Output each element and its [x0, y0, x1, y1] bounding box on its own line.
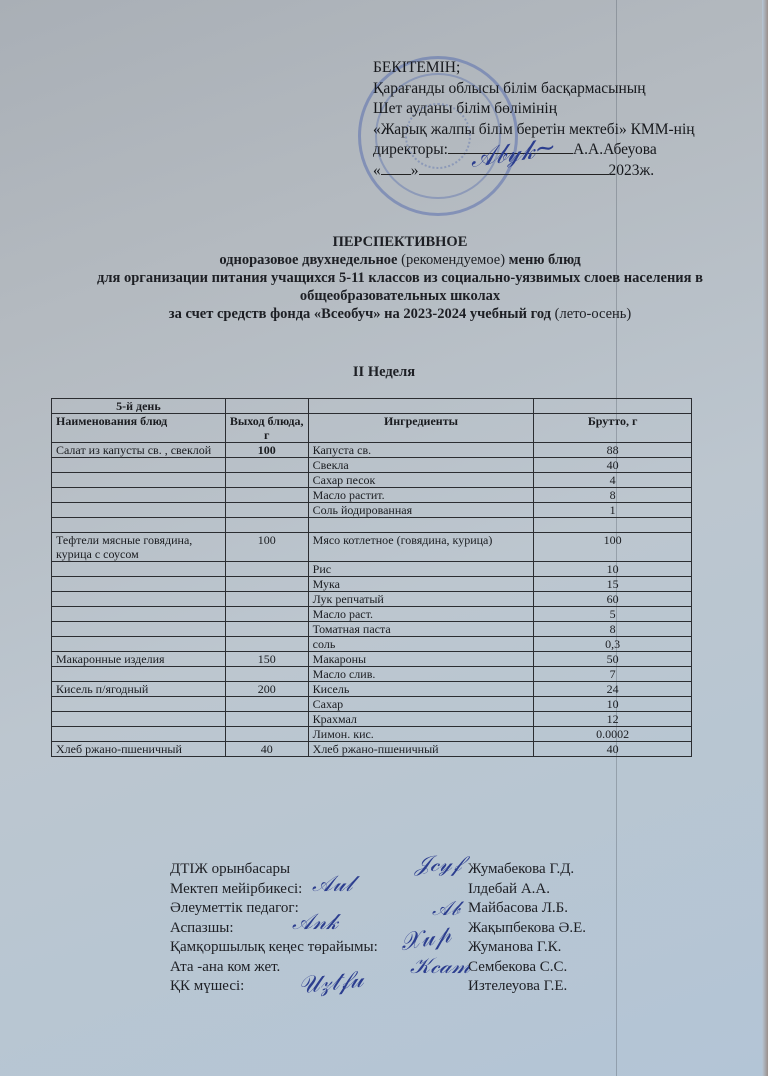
table-row — [52, 742, 692, 757]
approval-heading: БЕКІТЕМІН; — [373, 59, 461, 76]
page-edge — [762, 0, 768, 1076]
signer-name: Жуманова Г.К. — [468, 939, 562, 955]
yield-cell: 200 — [225, 682, 308, 697]
gross-weight-cell: 8 — [534, 488, 692, 503]
yield-cell — [225, 667, 308, 682]
title-line-2-normal: (рекомендуемое) — [401, 252, 506, 268]
ingredient-cell: Масло слив. — [308, 667, 534, 682]
gross-weight-cell: 7 — [534, 667, 692, 682]
dish-name-cell — [52, 592, 226, 607]
ingredient-cell: Томатная паста — [308, 622, 534, 637]
dish-name-cell — [52, 488, 226, 503]
yield-cell: 40 — [225, 742, 308, 757]
dish-name-cell — [52, 458, 226, 473]
yield-cell — [225, 607, 308, 622]
yield-cell — [225, 518, 308, 533]
table-row — [52, 562, 692, 577]
header-dish: Наименования блюд — [52, 414, 226, 443]
gross-weight-cell — [534, 518, 692, 533]
table-row — [52, 682, 692, 697]
yield-cell — [225, 562, 308, 577]
gross-weight-cell: 15 — [534, 577, 692, 592]
ingredient-cell: Мука — [308, 577, 534, 592]
title-line-5 — [60, 305, 740, 323]
gross-weight-cell: 1 — [534, 503, 692, 518]
title-line-2 — [60, 251, 740, 269]
gross-weight-cell: 10 — [534, 697, 692, 712]
signer-name: Жақыпбекова Ә.Е. — [468, 919, 587, 936]
dish-name-cell — [52, 562, 226, 577]
approval-line: Шет ауданы білім бөлімінің — [373, 100, 557, 117]
yield-cell — [225, 577, 308, 592]
signer-role: Әлеуметтік педагог: — [170, 900, 299, 916]
ingredient-cell: Лимон. кис. — [308, 727, 534, 742]
title-line-2-b: меню блюд — [505, 252, 581, 268]
dish-name-cell — [52, 503, 226, 518]
document-title — [60, 233, 740, 323]
signer-role: Ата -ана ком жет. — [170, 958, 281, 975]
signer-name: Изтелеуова Г.Е. — [468, 978, 568, 994]
ingredient-cell: Сахар песок — [308, 473, 534, 488]
dish-name-cell — [52, 637, 226, 652]
gross-weight-cell: 8 — [534, 622, 692, 637]
title-line-5-normal: (лето-осень) — [554, 306, 632, 322]
dish-name-cell: Тефтели мясные говядина, курица с соусом — [52, 533, 226, 562]
gross-weight-cell: 24 — [534, 682, 692, 697]
date-suffix: 2023ж. — [608, 161, 655, 179]
dish-name-cell — [52, 712, 226, 727]
yield-cell — [225, 473, 308, 488]
table-row — [52, 697, 692, 712]
dish-name-cell — [52, 473, 226, 488]
empty-cell — [308, 399, 534, 414]
signer-name: Сембекова С.С. — [468, 958, 568, 975]
title-line-5-bold: за счет средств фонда «Всеобуч» на 2023-2024 учебный год — [168, 306, 555, 322]
dish-name-cell: Салат из капусты св. , свеклой — [52, 443, 226, 458]
table-row — [52, 458, 692, 473]
dish-name-cell: Макаронные изделия — [52, 652, 226, 667]
signer-role: Қамқоршылық кеңес төрайымы: — [170, 939, 378, 955]
gross-weight-cell: 40 — [534, 742, 692, 757]
day-header-row — [52, 399, 692, 414]
table-row — [52, 607, 692, 622]
ingredient-cell — [308, 518, 534, 533]
gross-weight-cell: 100 — [534, 533, 692, 562]
gross-weight-cell: 5 — [534, 607, 692, 622]
signature-icon: 𝒜𝒷 — [432, 896, 460, 920]
dish-name-cell — [52, 607, 226, 622]
dish-name-cell — [52, 667, 226, 682]
signer-name: Ілдебай А.А. — [468, 880, 551, 897]
ingredient-cell: Мясо котлетное (говядина, курица) — [308, 533, 534, 562]
table-row — [52, 592, 692, 607]
ingredient-cell: Капуста св. — [308, 443, 534, 458]
yield-cell — [225, 697, 308, 712]
date-prefix: « — [373, 161, 381, 179]
date-mid: » — [410, 161, 419, 179]
empty-cell — [225, 399, 308, 414]
table-row — [52, 488, 692, 503]
approval-line: Қарағанды облысы білім басқармасының — [373, 79, 646, 97]
yield-cell — [225, 458, 308, 473]
ingredient-cell: Масло растит. — [308, 488, 534, 503]
ingredient-cell: Кисель — [308, 682, 534, 697]
yield-cell: 100 — [225, 443, 308, 458]
ingredient-cell: Масло раст. — [308, 607, 534, 622]
empty-cell — [534, 399, 692, 414]
signer-name: Майбасова Л.Б. — [468, 900, 569, 916]
table-row — [52, 518, 692, 533]
title-line-4: общеобразовательных школах — [299, 288, 501, 304]
gross-weight-cell: 10 — [534, 562, 692, 577]
table-row — [52, 667, 692, 682]
signature-icon: 𝒰𝓏𝓉𝒻𝓊 — [296, 964, 365, 1000]
header-gross: Брутто, г — [534, 414, 692, 443]
dish-name-cell — [52, 622, 226, 637]
signer-role: ҚК мүшесі: — [170, 978, 245, 994]
date-month-underline — [419, 174, 609, 175]
table-row — [52, 577, 692, 592]
ingredient-cell: Сахар — [308, 697, 534, 712]
yield-cell — [225, 622, 308, 637]
date-day-underline — [381, 174, 411, 175]
yield-cell — [225, 503, 308, 518]
signature-icon: 𝒜𝓊𝓁 — [312, 872, 353, 897]
day-label: 5-й день — [52, 399, 226, 414]
table-row — [52, 503, 692, 518]
signature-icon: 𝒜𝓃𝓀 — [292, 910, 339, 935]
ingredient-cell: Крахмал — [308, 712, 534, 727]
yield-cell — [225, 727, 308, 742]
menu-table — [51, 398, 692, 757]
signer-role: Аспазшы: — [170, 919, 234, 936]
dish-name-cell: Хлеб ржано-пшеничный — [52, 742, 226, 757]
title-line-1: ПЕРСПЕКТИВНОЕ — [332, 234, 468, 250]
table-row — [52, 652, 692, 667]
table-row — [52, 637, 692, 652]
yield-cell: 150 — [225, 652, 308, 667]
ingredient-cell: Свекла — [308, 458, 534, 473]
table-row — [52, 622, 692, 637]
title-line-2-a: одноразовое двухнедельное — [219, 252, 402, 268]
title-line-3: для организации питания учащихся 5-11 классов из социально-уязвимых слоев населения в — [97, 270, 703, 286]
signature-icon: 𝒳𝓊𝓅 — [397, 919, 454, 957]
column-header-row — [52, 414, 692, 443]
dish-name-cell — [52, 518, 226, 533]
signer-role: ДТІЖ орынбасары — [170, 861, 291, 877]
gross-weight-cell: 88 — [534, 443, 692, 458]
yield-cell — [225, 592, 308, 607]
dish-name-cell: Кисель п/ягодный — [52, 682, 226, 697]
approval-line: «Жарық жалпы білім беретін мектебі» КММ-нің — [373, 120, 695, 138]
dish-name-cell — [52, 697, 226, 712]
gross-weight-cell: 50 — [534, 652, 692, 667]
ingredient-cell: Макароны — [308, 652, 534, 667]
gross-weight-cell: 40 — [534, 458, 692, 473]
yield-cell — [225, 637, 308, 652]
signature-icon: 𝒦𝒸𝒶𝓂 — [410, 954, 471, 979]
header-ingredients: Ингредиенты — [308, 414, 534, 443]
ingredient-cell: соль — [308, 637, 534, 652]
yield-cell — [225, 712, 308, 727]
ingredient-cell: Лук репчатый — [308, 592, 534, 607]
gross-weight-cell: 0.0002 — [534, 727, 692, 742]
signer-role: Мектеп мейірбикесі: — [170, 880, 303, 897]
week-label: II Неделя — [352, 364, 416, 380]
gross-weight-cell: 60 — [534, 592, 692, 607]
yield-cell — [225, 488, 308, 503]
ingredient-cell: Соль йодированная — [308, 503, 534, 518]
director-label: директоры: — [373, 141, 448, 158]
dish-name-cell — [52, 577, 226, 592]
signer-name: Жумабекова Г.Д. — [468, 861, 575, 877]
ingredient-cell: Рис — [308, 562, 534, 577]
table-row — [52, 533, 692, 562]
header-yield: Выход блюда, г — [225, 414, 308, 443]
yield-cell: 100 — [225, 533, 308, 562]
signature-icon: 𝒥𝒸𝓎𝒻 — [415, 852, 462, 877]
ingredient-cell: Хлеб ржано-пшеничный — [308, 742, 534, 757]
director-signature-icon: 𝒜𝒷𝓎𝓀~ — [468, 132, 559, 174]
director-name: А.А.Абеуова — [572, 141, 657, 158]
gross-weight-cell: 0,3 — [534, 637, 692, 652]
dish-name-cell — [52, 727, 226, 742]
signers-names — [468, 860, 586, 997]
table-row — [52, 712, 692, 727]
table-row — [52, 727, 692, 742]
gross-weight-cell: 4 — [534, 473, 692, 488]
table-row — [52, 473, 692, 488]
table-row — [52, 443, 692, 458]
gross-weight-cell: 12 — [534, 712, 692, 727]
